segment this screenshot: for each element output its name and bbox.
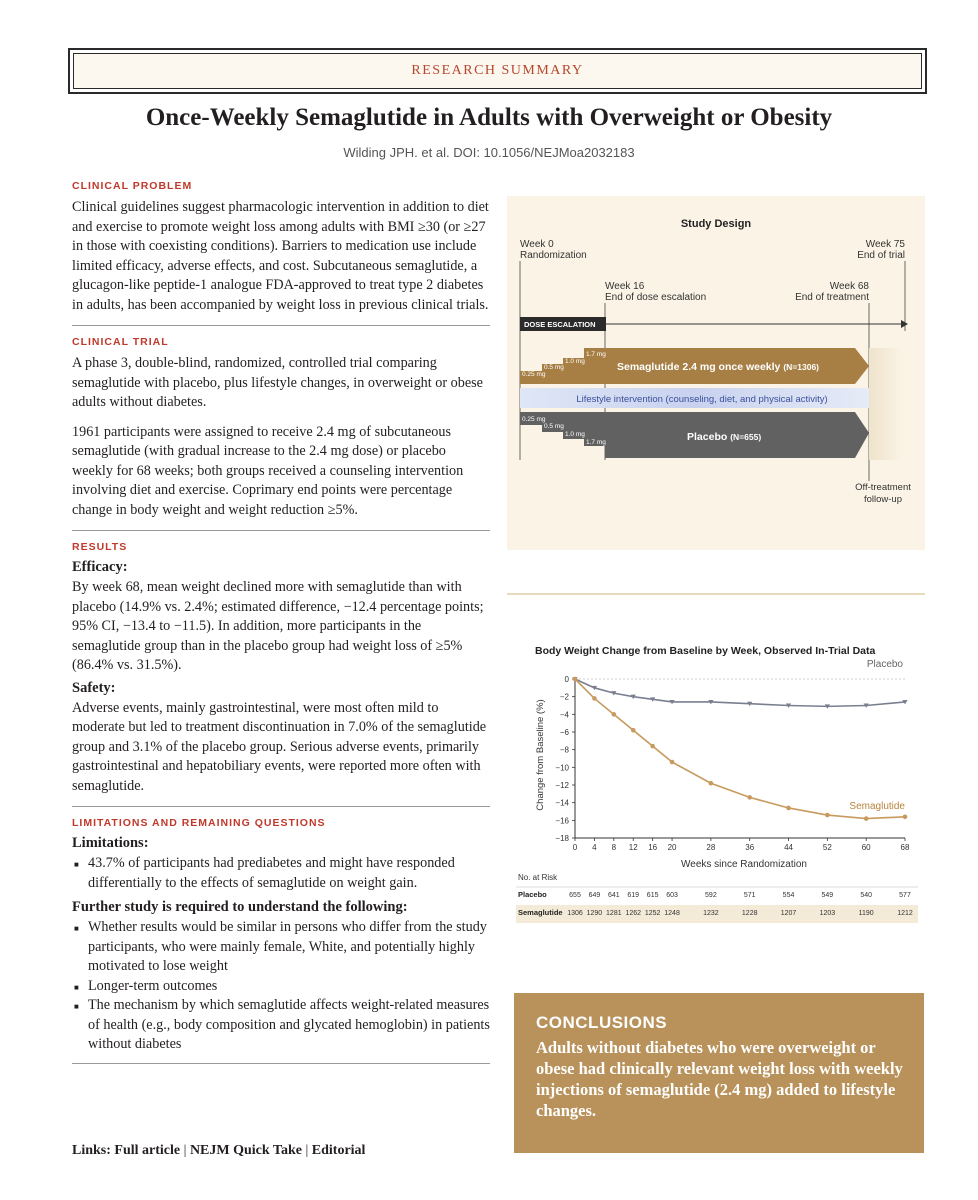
limitations-heading: LIMITATIONS AND REMAINING QUESTIONS	[72, 817, 326, 829]
further-study-label: Further study is required to understand the following:	[72, 899, 408, 915]
x-tick-label: 8	[611, 843, 617, 852]
dose-escalation-label: DOSE ESCALATION	[524, 320, 596, 329]
page-title: Once-Weekly Semaglutide in Adults with Overweight or Obesity	[145, 104, 833, 131]
x-tick-label: 20	[667, 843, 677, 852]
banner-label: RESEARCH SUMMARY	[411, 63, 584, 78]
clinical-trial-text-1: A phase 3, double-blind, randomized, controlled trial comparing semaglutide with placebo, plus lifestyle changes, in overweight or obese adults without diabetes.	[72, 355, 483, 410]
semaglutide-legend: Semaglutide	[849, 801, 905, 812]
at-risk-value: 1228	[741, 910, 758, 917]
at-risk-value: 603	[666, 892, 678, 899]
limitations-list	[72, 854, 490, 893]
at-risk-value: 1262	[625, 910, 642, 917]
at-risk-label: No. at Risk	[518, 873, 558, 882]
at-risk-value: 1190	[858, 910, 874, 917]
placebo-arm-label	[687, 431, 761, 443]
study-design-panel	[507, 196, 925, 550]
at-risk-value: 1207	[780, 910, 797, 917]
at-risk-value: 540	[860, 892, 873, 899]
list-item: ■ Longer-term outcomes	[88, 977, 490, 997]
at-risk-value: 577	[899, 892, 911, 899]
weight-change-chart	[507, 595, 925, 961]
semaglutide-point	[786, 806, 791, 811]
semaglutide-point	[592, 696, 597, 701]
divider	[72, 1063, 490, 1064]
y-tick-label: −4	[559, 710, 569, 720]
y-tick-label: −8	[559, 745, 569, 755]
clinical-problem-heading: CLINICAL PROBLEM	[72, 180, 193, 192]
y-tick-label: −12	[555, 781, 569, 790]
full-article-link[interactable]: Full article	[114, 1143, 181, 1158]
authors-doi: Wilding JPH. et al. DOI: 10.1056/NEJMoa2032183	[343, 145, 635, 160]
at-risk-value: 655	[569, 892, 581, 899]
semaglutide-line	[575, 679, 905, 819]
y-tick-label: −14	[555, 798, 569, 808]
placebo-dose-4: 1.7 mg	[586, 439, 606, 446]
conclusions-text: Adults without diabetes who were overweight or obese had clinically relevant weight loss with weekly injections of semaglutide (2.4 mg) added to lifestyle changes.	[536, 1038, 903, 1120]
y-tick-label: −6	[559, 728, 569, 737]
editorial-link[interactable]: Editorial	[311, 1143, 366, 1158]
conclusions-heading: CONCLUSIONS	[536, 1013, 668, 1032]
semaglutide-point	[612, 712, 617, 717]
x-tick-label: 0	[572, 843, 578, 852]
semaglutide-point	[650, 744, 655, 749]
sema-dose-4: 1.7 mg	[586, 351, 606, 358]
at-risk-value: 615	[646, 892, 659, 899]
placebo-legend: Placebo	[866, 659, 903, 670]
sema-dose-2: 0.5 mg	[544, 364, 564, 371]
at-risk-value: 649	[588, 892, 601, 899]
x-tick-label: 60	[861, 843, 871, 852]
at-risk-value: 1281	[606, 910, 622, 917]
clinical-trial-heading: CLINICAL TRIAL	[72, 336, 169, 348]
at-risk-value: 1290	[586, 910, 603, 917]
semaglutide-point	[709, 781, 714, 786]
at-risk-table	[516, 887, 918, 923]
x-tick-label: 68	[900, 843, 910, 852]
study-design-diagram	[507, 196, 925, 550]
semaglutide-point	[903, 815, 908, 820]
end-treatment-label: End of treatment	[795, 292, 869, 303]
conclusions-box	[514, 993, 924, 1153]
end-dose-label: End of dose escalation	[605, 292, 707, 303]
left-column	[72, 180, 490, 1064]
lifestyle-label: Lifestyle intervention (counseling, diet, and physical activity)	[576, 394, 828, 405]
weight-chart-panel	[507, 593, 925, 961]
efficacy-label: Efficacy:	[72, 559, 128, 575]
divider	[72, 325, 490, 326]
links-bar	[72, 1143, 365, 1159]
week16-label: Week 16	[605, 281, 645, 292]
quick-take-link[interactable]: NEJM Quick Take	[189, 1143, 302, 1158]
y-tick-label: −2	[559, 692, 569, 702]
x-tick-label: 36	[745, 843, 755, 852]
randomization-label: Randomization	[520, 250, 587, 261]
x-axis-label: Weeks since Randomization	[681, 859, 807, 870]
at-risk-value: 1212	[897, 910, 913, 917]
chart-axes	[555, 675, 910, 852]
semaglutide-point	[670, 760, 675, 765]
semaglutide-point	[825, 813, 830, 818]
x-tick-label: 4	[592, 843, 597, 852]
link-separator: |	[183, 1143, 187, 1158]
at-risk-row-label: Semaglutide	[518, 908, 563, 917]
x-tick-label: 16	[648, 843, 658, 852]
x-tick-label: 12	[628, 843, 638, 852]
followup-label-2: follow-up	[863, 494, 903, 505]
limitations-label: Limitations:	[72, 835, 149, 851]
clinical-trial-text-2: 1961 participants were assigned to receive 2.4 mg of subcutaneous semaglutide (with gradual increase to the 2.4 mg dose) or placebo weekly for 68 weeks; both groups received a counseling intervention involving diet and exercise. Coprimary end points were percentage change in body weight and weight reduction ≥5%.	[72, 423, 464, 518]
placebo-line	[575, 679, 905, 706]
x-tick-label: 28	[706, 843, 716, 852]
end-trial-label: End of trial	[857, 250, 905, 261]
divider	[72, 806, 490, 807]
at-risk-value: 1203	[819, 910, 836, 917]
sema-n: (N=1306)	[783, 362, 820, 372]
x-tick-label: 44	[784, 843, 793, 852]
y-tick-label: −16	[555, 816, 569, 826]
week75-label: Week 75	[865, 239, 905, 250]
followup-region	[869, 348, 905, 460]
at-risk-value: 1306	[567, 910, 583, 917]
semaglutide-point	[864, 816, 869, 821]
divider	[72, 530, 490, 531]
x-tick-label: 52	[822, 843, 832, 852]
chart-title: Body Weight Change from Baseline by Week, Observed In-Trial Data	[535, 645, 876, 657]
semaglutide-arm-label	[617, 361, 819, 373]
further-study-list	[72, 918, 490, 1055]
list-item: ■ The mechanism by which semaglutide affects weight-related measures of health (e.g., body composition and glycated hemoglobin) in patients without diabetes	[88, 996, 490, 1055]
y-tick-label: −18	[555, 834, 569, 843]
sema-name: Semaglutide 2.4 mg once weekly	[617, 361, 781, 373]
links-prefix: Links:	[72, 1143, 111, 1158]
efficacy-text: By week 68, mean weight declined more with semaglutide than with placebo (14.9% vs. 2.4%; estimated difference, −12.4 percentage points; 95% CI, −13.4 to −11.5). In addition, more participants in the semaglutide group than in the placebo group had weight loss of ≥5% (86.4% vs. 31.5%).	[72, 579, 484, 673]
followup-label-1: Off-treatment	[855, 482, 911, 493]
placebo-n: (N=655)	[730, 432, 762, 442]
results-heading: RESULTS	[72, 541, 128, 553]
at-risk-value: 1232	[703, 910, 719, 917]
placebo-dose-2: 0.5 mg	[544, 423, 564, 430]
design-title: Study Design	[680, 218, 752, 230]
y-tick-label: 0	[564, 675, 569, 684]
research-summary-banner	[68, 48, 927, 94]
week68-label: Week 68	[829, 281, 869, 292]
sema-dose-1: 0.25 mg	[522, 371, 546, 378]
chart-series	[572, 677, 907, 821]
at-risk-value: 1252	[644, 910, 661, 917]
placebo-dose-1: 0.25 mg	[522, 416, 546, 423]
y-tick-label: −10	[555, 763, 569, 773]
semaglutide-point	[631, 728, 636, 733]
at-risk-value: 554	[782, 892, 795, 899]
placebo-name: Placebo	[687, 431, 728, 443]
sema-dose-3: 1.0 mg	[565, 358, 585, 365]
semaglutide-point	[573, 677, 578, 682]
at-risk-value: 619	[627, 892, 640, 899]
safety-label: Safety:	[72, 679, 116, 696]
clinical-problem-text: Clinical guidelines suggest pharmacologic intervention in addition to diet and exercise to promote weight loss among adults with BMI ≥30 (or ≥27 in those with coexisting conditions). Barriers to medication use include limited efficacy, adverse effects, and cost. Subcutaneous semaglutide, a glucagon-like peptide-1 analogue FDA-approved to treat type 2 diabetes in adults, has been accompanied by weight loss in previous clinical trials.	[72, 199, 489, 313]
semaglutide-point	[747, 795, 752, 800]
safety-text: Adverse events, mainly gastrointestinal, were most often mild to moderate but led to treatment discontinuation in 7.0% of the semaglutide group and 3.1% of the placebo group. Serious adverse events, primarily gastrointestinal and hepatobiliary events, were reported more often with semaglutide.	[72, 699, 487, 794]
list-item: ■ 43.7% of participants had prediabetes and might have responded differentially to the effects of semaglutide on weight gain.	[88, 854, 490, 893]
at-risk-value: 592	[705, 892, 717, 899]
timeline-arrowhead	[901, 320, 908, 328]
link-separator: |	[305, 1143, 309, 1158]
list-item: ■ Whether results would be similar in persons who differ from the study participants, who were mainly female, White, and potentially highly motivated to lose weight	[88, 918, 490, 977]
at-risk-value: 1248	[664, 910, 680, 917]
week0-label: Week 0	[520, 239, 554, 250]
at-risk-value: 571	[743, 892, 756, 899]
placebo-dose-3: 1.0 mg	[565, 431, 585, 438]
at-risk-value: 641	[607, 892, 620, 899]
y-axis-label: Change from Baseline (%)	[535, 699, 546, 811]
at-risk-row-label: Placebo	[518, 890, 547, 899]
at-risk-value: 549	[821, 892, 834, 899]
